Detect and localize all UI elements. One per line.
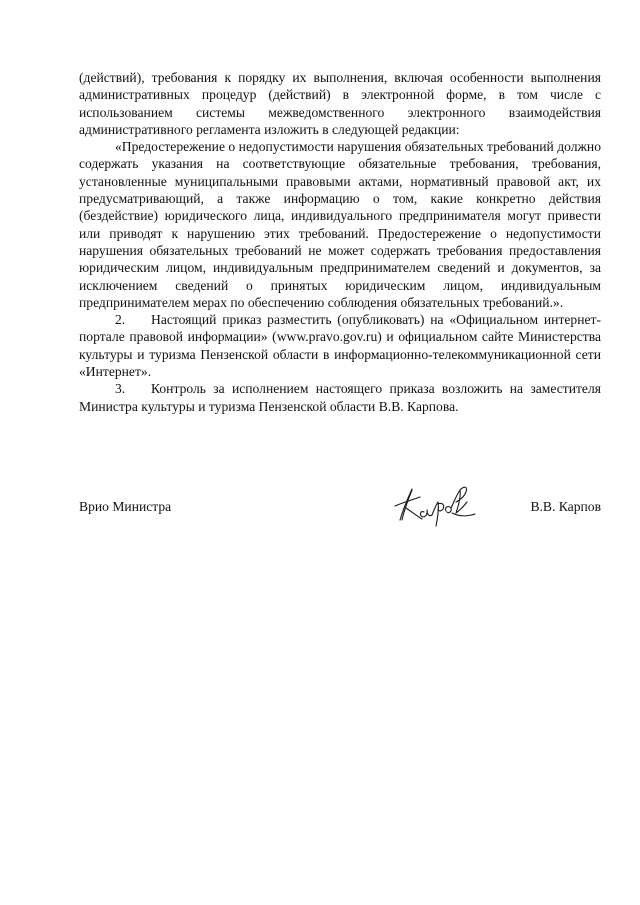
item-text: Контроль за исполнением настоящего приказа возложить на заместителя Министра культуры и туризма Пензенской области В.В. Карпова. [79,381,601,414]
paragraph-continuation: (действий), требования к порядку их выполнения, включая особенности выполнения административных процедур (действий) в электронной форме, в том числе с использованием системы межведомственного электронного взаимодействия административного регламента изложить в следующей редакции: [79,70,601,137]
item-number: 2. [115,312,126,328]
signature-block [79,480,601,540]
quote-paragraph: «Предостережение о недопустимости нарушения обязательных требований должно содержать указания на соответствующие обязательные требования, требования, установленные муниципальными правовыми актами, нормативный правовой акт, их предусматривающий, а также информацию о том, какие конкретно действия (бездействие) юридического лица, индивидуального предпринимателя могут привести или приводят к нарушению этих требований. Предостережение о недопустимости нарушения обязательных требований не может содержать требования предоставления юридическим лицом, индивидуальным предпринимателем сведений и документов, за исключением сведений о принятых юридическим лицом, индивидуальным предпринимателем мерах по обеспечению соблюдения обязательных требований.». [79,139,601,310]
numbered-item-3 [79,380,601,415]
item-text: Настоящий приказ разместить (опубликовать) на «Официальном интернет-портале правовой информации» (www.pravo.gov.ru) и официальном сайте Министерства культуры и туризма Пензенской области в информационно-телекоммуникационной сети «Интернет». [79,312,601,380]
signatory-title: Врио Министра [79,499,172,514]
handwritten-signature [390,480,480,536]
item-number: 3. [115,381,126,397]
signatory-name: В.В. Карпов [530,499,601,514]
document-body [79,69,601,415]
numbered-item-2 [79,311,601,380]
